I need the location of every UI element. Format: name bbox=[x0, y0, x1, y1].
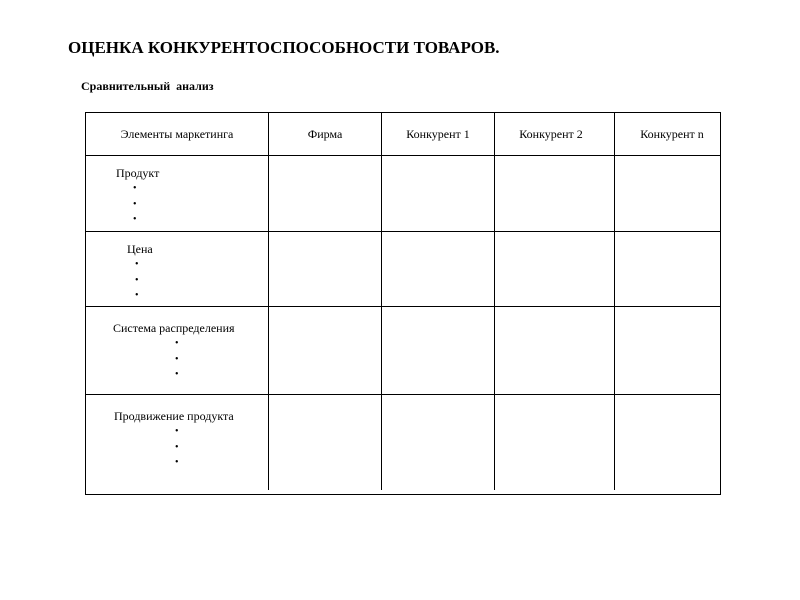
column-divider bbox=[614, 113, 615, 490]
row-label-promotion: Продвижение продукта bbox=[114, 409, 234, 423]
bullet-list bbox=[175, 424, 179, 471]
column-divider bbox=[381, 113, 382, 490]
bullet-point: • bbox=[175, 441, 179, 453]
header-cell-competitor-2: Конкурент 2 bbox=[519, 127, 583, 141]
row-label-distribution: Система распределения bbox=[113, 321, 235, 335]
bullet-list bbox=[133, 181, 137, 228]
bullet-point: • bbox=[133, 183, 137, 194]
bullet-point: • bbox=[135, 274, 139, 286]
bullet-list bbox=[175, 336, 179, 383]
page-subtitle: Сравнительный анализ bbox=[81, 79, 214, 93]
bullet-point: • bbox=[175, 457, 179, 468]
header-cell-competitor-n: Конкурент n bbox=[640, 127, 704, 141]
row-divider bbox=[86, 231, 720, 232]
row-divider bbox=[86, 394, 720, 395]
column-divider bbox=[268, 113, 269, 490]
bullet-point: • bbox=[175, 353, 179, 365]
row-label-product: Продукт bbox=[116, 166, 160, 180]
row-label-price: Цена bbox=[127, 242, 153, 256]
bullet-point: • bbox=[175, 369, 179, 380]
bullet-point: • bbox=[135, 290, 139, 301]
bullet-point: • bbox=[135, 259, 139, 270]
bullet-point: • bbox=[175, 426, 179, 437]
bullet-list bbox=[135, 257, 139, 304]
bullet-point: • bbox=[175, 338, 179, 349]
column-divider bbox=[494, 113, 495, 490]
bullet-point: • bbox=[133, 214, 137, 225]
bullet-point: • bbox=[133, 198, 137, 210]
header-cell-marketing-elements: Элементы маркетинга bbox=[120, 127, 234, 141]
row-divider bbox=[86, 155, 720, 156]
header-cell-competitor-1: Конкурент 1 bbox=[406, 127, 470, 141]
page-title: ОЦЕНКА КОНКУРЕНТОСПОСОБНОСТИ ТОВАРОВ. bbox=[68, 38, 500, 57]
header-cell-firm: Фирма bbox=[307, 127, 343, 141]
comparison-table bbox=[85, 112, 721, 495]
row-divider bbox=[86, 306, 720, 307]
